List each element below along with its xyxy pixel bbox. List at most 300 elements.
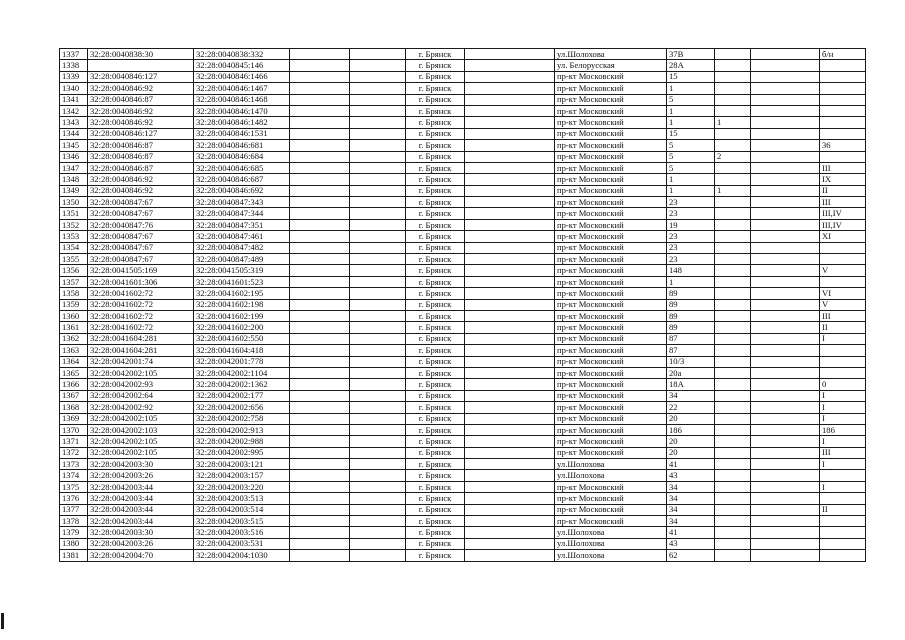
table-cell bbox=[465, 231, 555, 242]
table-cell bbox=[715, 413, 751, 424]
table-cell: пр-кт Московский bbox=[555, 436, 667, 447]
table-cell bbox=[820, 128, 866, 139]
table-cell: г. Брянск bbox=[406, 367, 465, 378]
table-cell bbox=[820, 151, 866, 162]
table-cell bbox=[290, 390, 350, 401]
table-cell: пр-кт Московский bbox=[555, 162, 667, 173]
table-cell: г. Брянск bbox=[406, 242, 465, 253]
table-cell: 32:28:0040847:489 bbox=[194, 254, 290, 265]
table-cell bbox=[290, 231, 350, 242]
table-cell bbox=[715, 504, 751, 515]
table-cell: 20а bbox=[667, 367, 715, 378]
table-cell: 23 bbox=[667, 197, 715, 208]
table-cell bbox=[751, 94, 820, 105]
table-row bbox=[60, 493, 866, 504]
table-cell: г. Брянск bbox=[406, 436, 465, 447]
table-cell: 19 bbox=[667, 219, 715, 230]
table-cell: 89 bbox=[667, 322, 715, 333]
table-cell bbox=[350, 254, 406, 265]
table-cell bbox=[751, 550, 820, 561]
table-cell: 1358 bbox=[60, 288, 88, 299]
table-cell: 5 bbox=[667, 162, 715, 173]
table-cell bbox=[290, 504, 350, 515]
table-cell: 32:28:0040846:92 bbox=[88, 185, 194, 196]
table-cell bbox=[751, 49, 820, 60]
table-cell: 1344 bbox=[60, 128, 88, 139]
table-cell: ул.Шолохова bbox=[555, 527, 667, 538]
table-cell bbox=[290, 254, 350, 265]
table-cell: г. Брянск bbox=[406, 345, 465, 356]
table-cell: 43 bbox=[667, 538, 715, 549]
table-row bbox=[60, 71, 866, 82]
table-cell: 1348 bbox=[60, 174, 88, 185]
table-cell: 32:28:0041505:169 bbox=[88, 265, 194, 276]
table-cell: г. Брянск bbox=[406, 105, 465, 116]
table-cell bbox=[820, 242, 866, 253]
table-cell: 1352 bbox=[60, 219, 88, 230]
table-cell: 32:28:0040838:332 bbox=[194, 49, 290, 60]
table-cell bbox=[465, 356, 555, 367]
table-cell bbox=[715, 94, 751, 105]
table-cell: 32:28:0042002:1362 bbox=[194, 379, 290, 390]
table-cell: г. Брянск bbox=[406, 288, 465, 299]
table-cell bbox=[715, 436, 751, 447]
table-cell: 34 bbox=[667, 481, 715, 492]
table-cell: 32:28:0042002:995 bbox=[194, 447, 290, 458]
table-cell bbox=[715, 379, 751, 390]
table-cell: 1 bbox=[715, 117, 751, 128]
table-cell bbox=[751, 276, 820, 287]
table-cell bbox=[715, 333, 751, 344]
table-cell: 22 bbox=[667, 402, 715, 413]
table-cell bbox=[465, 105, 555, 116]
table-cell: 20 bbox=[667, 436, 715, 447]
table-cell bbox=[751, 527, 820, 538]
table-cell: 32:28:0040846:1470 bbox=[194, 105, 290, 116]
table-cell: 32:28:0042003:515 bbox=[194, 516, 290, 527]
table-cell bbox=[290, 288, 350, 299]
table-cell: г. Брянск bbox=[406, 265, 465, 276]
table-cell: 32:28:0040846:92 bbox=[88, 174, 194, 185]
table-cell: 1345 bbox=[60, 140, 88, 151]
table-cell bbox=[715, 276, 751, 287]
table-cell bbox=[751, 105, 820, 116]
table-cell bbox=[290, 538, 350, 549]
table-cell: 32:28:0042002:103 bbox=[88, 424, 194, 435]
table-cell: 186 bbox=[667, 424, 715, 435]
table-cell: пр-кт Московский bbox=[555, 140, 667, 151]
table-cell: 32:28:0042003:157 bbox=[194, 470, 290, 481]
table-cell bbox=[465, 162, 555, 173]
table-cell bbox=[751, 504, 820, 515]
table-cell: 1379 bbox=[60, 527, 88, 538]
table-cell: 89 bbox=[667, 310, 715, 321]
table-cell: 41 bbox=[667, 459, 715, 470]
table-cell: пр-кт Московский bbox=[555, 231, 667, 242]
table-row bbox=[60, 345, 866, 356]
table-cell: 1339 bbox=[60, 71, 88, 82]
table-cell: пр-кт Московский bbox=[555, 516, 667, 527]
table-cell bbox=[350, 345, 406, 356]
table-row bbox=[60, 219, 866, 230]
table-cell: III bbox=[820, 447, 866, 458]
table-cell: пр-кт Московский bbox=[555, 504, 667, 515]
table-cell: пр-кт Московский bbox=[555, 402, 667, 413]
table-cell bbox=[350, 447, 406, 458]
table-cell bbox=[350, 402, 406, 413]
table-cell: IX bbox=[820, 174, 866, 185]
table-cell bbox=[290, 333, 350, 344]
table-cell bbox=[290, 219, 350, 230]
table-cell bbox=[290, 174, 350, 185]
table-cell: пр-кт Московский bbox=[555, 493, 667, 504]
table-cell: г. Брянск bbox=[406, 504, 465, 515]
table-cell bbox=[350, 117, 406, 128]
table-cell bbox=[290, 413, 350, 424]
table-cell: 32:28:0042002:93 bbox=[88, 379, 194, 390]
table-cell: 32:28:0042004:70 bbox=[88, 550, 194, 561]
table-cell: пр-кт Московский bbox=[555, 333, 667, 344]
table-cell: пр-кт Московский bbox=[555, 94, 667, 105]
table-cell bbox=[290, 310, 350, 321]
table-cell bbox=[465, 128, 555, 139]
table-cell: 32:28:0042002:105 bbox=[88, 447, 194, 458]
table-cell bbox=[715, 299, 751, 310]
table-cell: 1381 bbox=[60, 550, 88, 561]
table-cell: 1376 bbox=[60, 493, 88, 504]
table-cell: 32:28:0041602:72 bbox=[88, 288, 194, 299]
table-cell: г. Брянск bbox=[406, 527, 465, 538]
table-cell bbox=[820, 516, 866, 527]
table-cell bbox=[350, 527, 406, 538]
table-cell bbox=[465, 94, 555, 105]
table-cell bbox=[751, 117, 820, 128]
table-cell bbox=[465, 447, 555, 458]
table-cell bbox=[751, 71, 820, 82]
table-cell: 1372 bbox=[60, 447, 88, 458]
table-cell: 32:28:0042003:516 bbox=[194, 527, 290, 538]
table-cell: 32:28:0042003:513 bbox=[194, 493, 290, 504]
table-row bbox=[60, 413, 866, 424]
table-row bbox=[60, 174, 866, 185]
table-cell: 1367 bbox=[60, 390, 88, 401]
table-cell: г. Брянск bbox=[406, 447, 465, 458]
table-cell bbox=[290, 49, 350, 60]
table-cell: 1369 bbox=[60, 413, 88, 424]
table-cell: I bbox=[820, 333, 866, 344]
table-cell: 32:28:0041604:281 bbox=[88, 345, 194, 356]
table-cell: г. Брянск bbox=[406, 174, 465, 185]
table-cell bbox=[350, 299, 406, 310]
table-cell: 34 bbox=[667, 493, 715, 504]
table-cell: 1349 bbox=[60, 185, 88, 196]
table-cell: 1359 bbox=[60, 299, 88, 310]
table-cell: 32:28:0041602:72 bbox=[88, 322, 194, 333]
table-cell: 1364 bbox=[60, 356, 88, 367]
table-row bbox=[60, 356, 866, 367]
table-cell: 62 bbox=[667, 550, 715, 561]
table-cell: 32:28:0040846:127 bbox=[88, 71, 194, 82]
table-cell: 1343 bbox=[60, 117, 88, 128]
table-cell bbox=[290, 105, 350, 116]
table-cell: г. Брянск bbox=[406, 481, 465, 492]
table-cell: пр-кт Московский bbox=[555, 356, 667, 367]
table-cell: г. Брянск bbox=[406, 550, 465, 561]
table-cell: 1341 bbox=[60, 94, 88, 105]
table-cell bbox=[465, 288, 555, 299]
table-cell bbox=[465, 424, 555, 435]
table-cell: ул.Шолохова bbox=[555, 470, 667, 481]
table-cell: г. Брянск bbox=[406, 231, 465, 242]
table-cell bbox=[290, 185, 350, 196]
table-cell bbox=[820, 345, 866, 356]
table-cell: 34 bbox=[667, 390, 715, 401]
table-cell bbox=[751, 242, 820, 253]
table-cell bbox=[350, 550, 406, 561]
table-cell: 32:28:0040846:127 bbox=[88, 128, 194, 139]
table-cell: 1355 bbox=[60, 254, 88, 265]
table-cell: г. Брянск bbox=[406, 83, 465, 94]
table-cell: пр-кт Московский bbox=[555, 367, 667, 378]
table-cell: I bbox=[820, 413, 866, 424]
table-cell: г. Брянск bbox=[406, 219, 465, 230]
table-row bbox=[60, 424, 866, 435]
table-row bbox=[60, 83, 866, 94]
table-row bbox=[60, 231, 866, 242]
table-cell: 32:28:0041604:281 bbox=[88, 333, 194, 344]
table-cell bbox=[751, 436, 820, 447]
table-cell: г. Брянск bbox=[406, 60, 465, 71]
table-cell: V bbox=[820, 299, 866, 310]
table-cell: 23 bbox=[667, 208, 715, 219]
table-cell bbox=[751, 140, 820, 151]
table-cell: 1 bbox=[667, 174, 715, 185]
table-cell bbox=[820, 117, 866, 128]
table-cell: 32:28:0041602:200 bbox=[194, 322, 290, 333]
table-cell: 43 bbox=[667, 470, 715, 481]
table-row bbox=[60, 504, 866, 515]
table-cell bbox=[751, 390, 820, 401]
table-cell bbox=[465, 185, 555, 196]
table-cell bbox=[715, 231, 751, 242]
table-cell: 1354 bbox=[60, 242, 88, 253]
table-cell bbox=[715, 83, 751, 94]
table-cell bbox=[465, 413, 555, 424]
table-cell bbox=[820, 254, 866, 265]
table-cell bbox=[715, 424, 751, 435]
table-cell: 32:28:0041602:195 bbox=[194, 288, 290, 299]
table-cell: 32:28:0040846:687 bbox=[194, 174, 290, 185]
table-cell: пр-кт Московский bbox=[555, 254, 667, 265]
table-row bbox=[60, 117, 866, 128]
table-cell bbox=[290, 447, 350, 458]
table-cell bbox=[350, 162, 406, 173]
table-cell bbox=[350, 367, 406, 378]
table-cell bbox=[820, 367, 866, 378]
table-cell bbox=[715, 481, 751, 492]
table-cell: 186 bbox=[820, 424, 866, 435]
table-cell: пр-кт Московский bbox=[555, 208, 667, 219]
table-body bbox=[60, 49, 866, 562]
table-cell bbox=[465, 470, 555, 481]
table-cell bbox=[290, 367, 350, 378]
table-cell: 1350 bbox=[60, 197, 88, 208]
table-cell: пр-кт Московский bbox=[555, 105, 667, 116]
table-cell: 32:28:0040846:1466 bbox=[194, 71, 290, 82]
table-cell bbox=[751, 402, 820, 413]
table-cell bbox=[290, 71, 350, 82]
table-row bbox=[60, 322, 866, 333]
table-cell: 1 bbox=[667, 276, 715, 287]
table-cell bbox=[290, 83, 350, 94]
table-cell bbox=[751, 356, 820, 367]
table-cell bbox=[715, 322, 751, 333]
table-cell bbox=[715, 60, 751, 71]
table-cell: 1 bbox=[667, 117, 715, 128]
table-cell bbox=[820, 493, 866, 504]
table-cell bbox=[820, 356, 866, 367]
table-cell: г. Брянск bbox=[406, 390, 465, 401]
table-cell bbox=[350, 208, 406, 219]
table-cell bbox=[465, 538, 555, 549]
table-cell: пр-кт Московский bbox=[555, 481, 667, 492]
table-cell bbox=[350, 185, 406, 196]
table-cell bbox=[350, 151, 406, 162]
table-cell: 32:28:0042003:30 bbox=[88, 459, 194, 470]
table-cell bbox=[465, 242, 555, 253]
scan-edge-mark bbox=[1, 613, 4, 629]
table-cell: 32:28:0042002:913 bbox=[194, 424, 290, 435]
table-cell bbox=[465, 379, 555, 390]
table-cell bbox=[715, 197, 751, 208]
table-cell bbox=[715, 527, 751, 538]
table-cell: 1 bbox=[667, 105, 715, 116]
table-cell: г. Брянск bbox=[406, 356, 465, 367]
table-row bbox=[60, 333, 866, 344]
table-cell: III,IV bbox=[820, 219, 866, 230]
table-cell: пр-кт Московский bbox=[555, 151, 667, 162]
table-cell bbox=[350, 424, 406, 435]
table-cell: 32:28:0042002:1104 bbox=[194, 367, 290, 378]
table-row bbox=[60, 140, 866, 151]
table-cell: I bbox=[820, 436, 866, 447]
table-cell: пр-кт Московский bbox=[555, 128, 667, 139]
table-cell bbox=[465, 493, 555, 504]
table-cell: 1342 bbox=[60, 105, 88, 116]
table-cell bbox=[715, 219, 751, 230]
table-cell bbox=[715, 459, 751, 470]
table-cell bbox=[751, 208, 820, 219]
table-cell bbox=[751, 219, 820, 230]
table-cell bbox=[290, 117, 350, 128]
table-cell bbox=[290, 436, 350, 447]
table-cell: 32:28:0042004:1030 bbox=[194, 550, 290, 561]
table-cell: 23 bbox=[667, 254, 715, 265]
table-cell: г. Брянск bbox=[406, 459, 465, 470]
table-cell: 5 bbox=[667, 151, 715, 162]
table-cell: 32:28:0040846:1531 bbox=[194, 128, 290, 139]
table-row bbox=[60, 185, 866, 196]
table-cell: г. Брянск bbox=[406, 197, 465, 208]
table-cell bbox=[350, 83, 406, 94]
table-cell bbox=[88, 60, 194, 71]
table-cell: 32:28:0040846:92 bbox=[88, 83, 194, 94]
table-cell: 32:28:0042003:514 bbox=[194, 504, 290, 515]
table-cell bbox=[290, 162, 350, 173]
table-cell: 32:28:0042002:105 bbox=[88, 367, 194, 378]
table-cell: 89 bbox=[667, 288, 715, 299]
table-cell bbox=[715, 390, 751, 401]
table-row bbox=[60, 481, 866, 492]
table-cell: II bbox=[820, 504, 866, 515]
table-cell: I bbox=[820, 390, 866, 401]
table-cell: 32:28:0040846:92 bbox=[88, 105, 194, 116]
table-row bbox=[60, 527, 866, 538]
table-cell bbox=[751, 447, 820, 458]
table-cell: 32:28:0040846:1468 bbox=[194, 94, 290, 105]
table-cell: ул.Шолохова bbox=[555, 49, 667, 60]
table-cell bbox=[820, 538, 866, 549]
table-cell: 1366 bbox=[60, 379, 88, 390]
table-cell: 32:28:0042002:105 bbox=[88, 436, 194, 447]
table-cell bbox=[751, 459, 820, 470]
table-cell bbox=[715, 162, 751, 173]
table-cell bbox=[350, 231, 406, 242]
table-cell bbox=[820, 527, 866, 538]
table-cell bbox=[715, 71, 751, 82]
table-cell bbox=[350, 310, 406, 321]
table-cell: VI bbox=[820, 288, 866, 299]
table-cell: ул.Шолохова bbox=[555, 459, 667, 470]
table-cell: 1357 bbox=[60, 276, 88, 287]
table-cell bbox=[350, 219, 406, 230]
table-cell: г. Брянск bbox=[406, 516, 465, 527]
table-cell: 2 bbox=[715, 151, 751, 162]
table-cell bbox=[751, 516, 820, 527]
table-cell bbox=[465, 310, 555, 321]
table-cell: 32:28:0042003:44 bbox=[88, 504, 194, 515]
table-cell: II bbox=[820, 185, 866, 196]
table-cell bbox=[290, 550, 350, 561]
table-cell: г. Брянск bbox=[406, 276, 465, 287]
table-cell: 1353 bbox=[60, 231, 88, 242]
table-cell: 1356 bbox=[60, 265, 88, 276]
table-cell: г. Брянск bbox=[406, 424, 465, 435]
table-cell bbox=[715, 254, 751, 265]
table-cell: 1338 bbox=[60, 60, 88, 71]
table-cell: 1363 bbox=[60, 345, 88, 356]
table-row bbox=[60, 538, 866, 549]
table-cell bbox=[290, 140, 350, 151]
table-row bbox=[60, 105, 866, 116]
table-cell bbox=[715, 288, 751, 299]
table-cell: 20 bbox=[667, 447, 715, 458]
table-cell: 28А bbox=[667, 60, 715, 71]
table-cell: 36 bbox=[820, 140, 866, 151]
table-row bbox=[60, 151, 866, 162]
table-cell bbox=[465, 71, 555, 82]
table-cell bbox=[465, 345, 555, 356]
table-cell: г. Брянск bbox=[406, 413, 465, 424]
table-cell: 1 bbox=[667, 185, 715, 196]
table-cell: пр-кт Московский bbox=[555, 219, 667, 230]
table-cell bbox=[290, 527, 350, 538]
table-cell bbox=[465, 49, 555, 60]
table-cell: 1375 bbox=[60, 481, 88, 492]
table-cell bbox=[350, 459, 406, 470]
table-cell bbox=[465, 459, 555, 470]
table-row bbox=[60, 516, 866, 527]
